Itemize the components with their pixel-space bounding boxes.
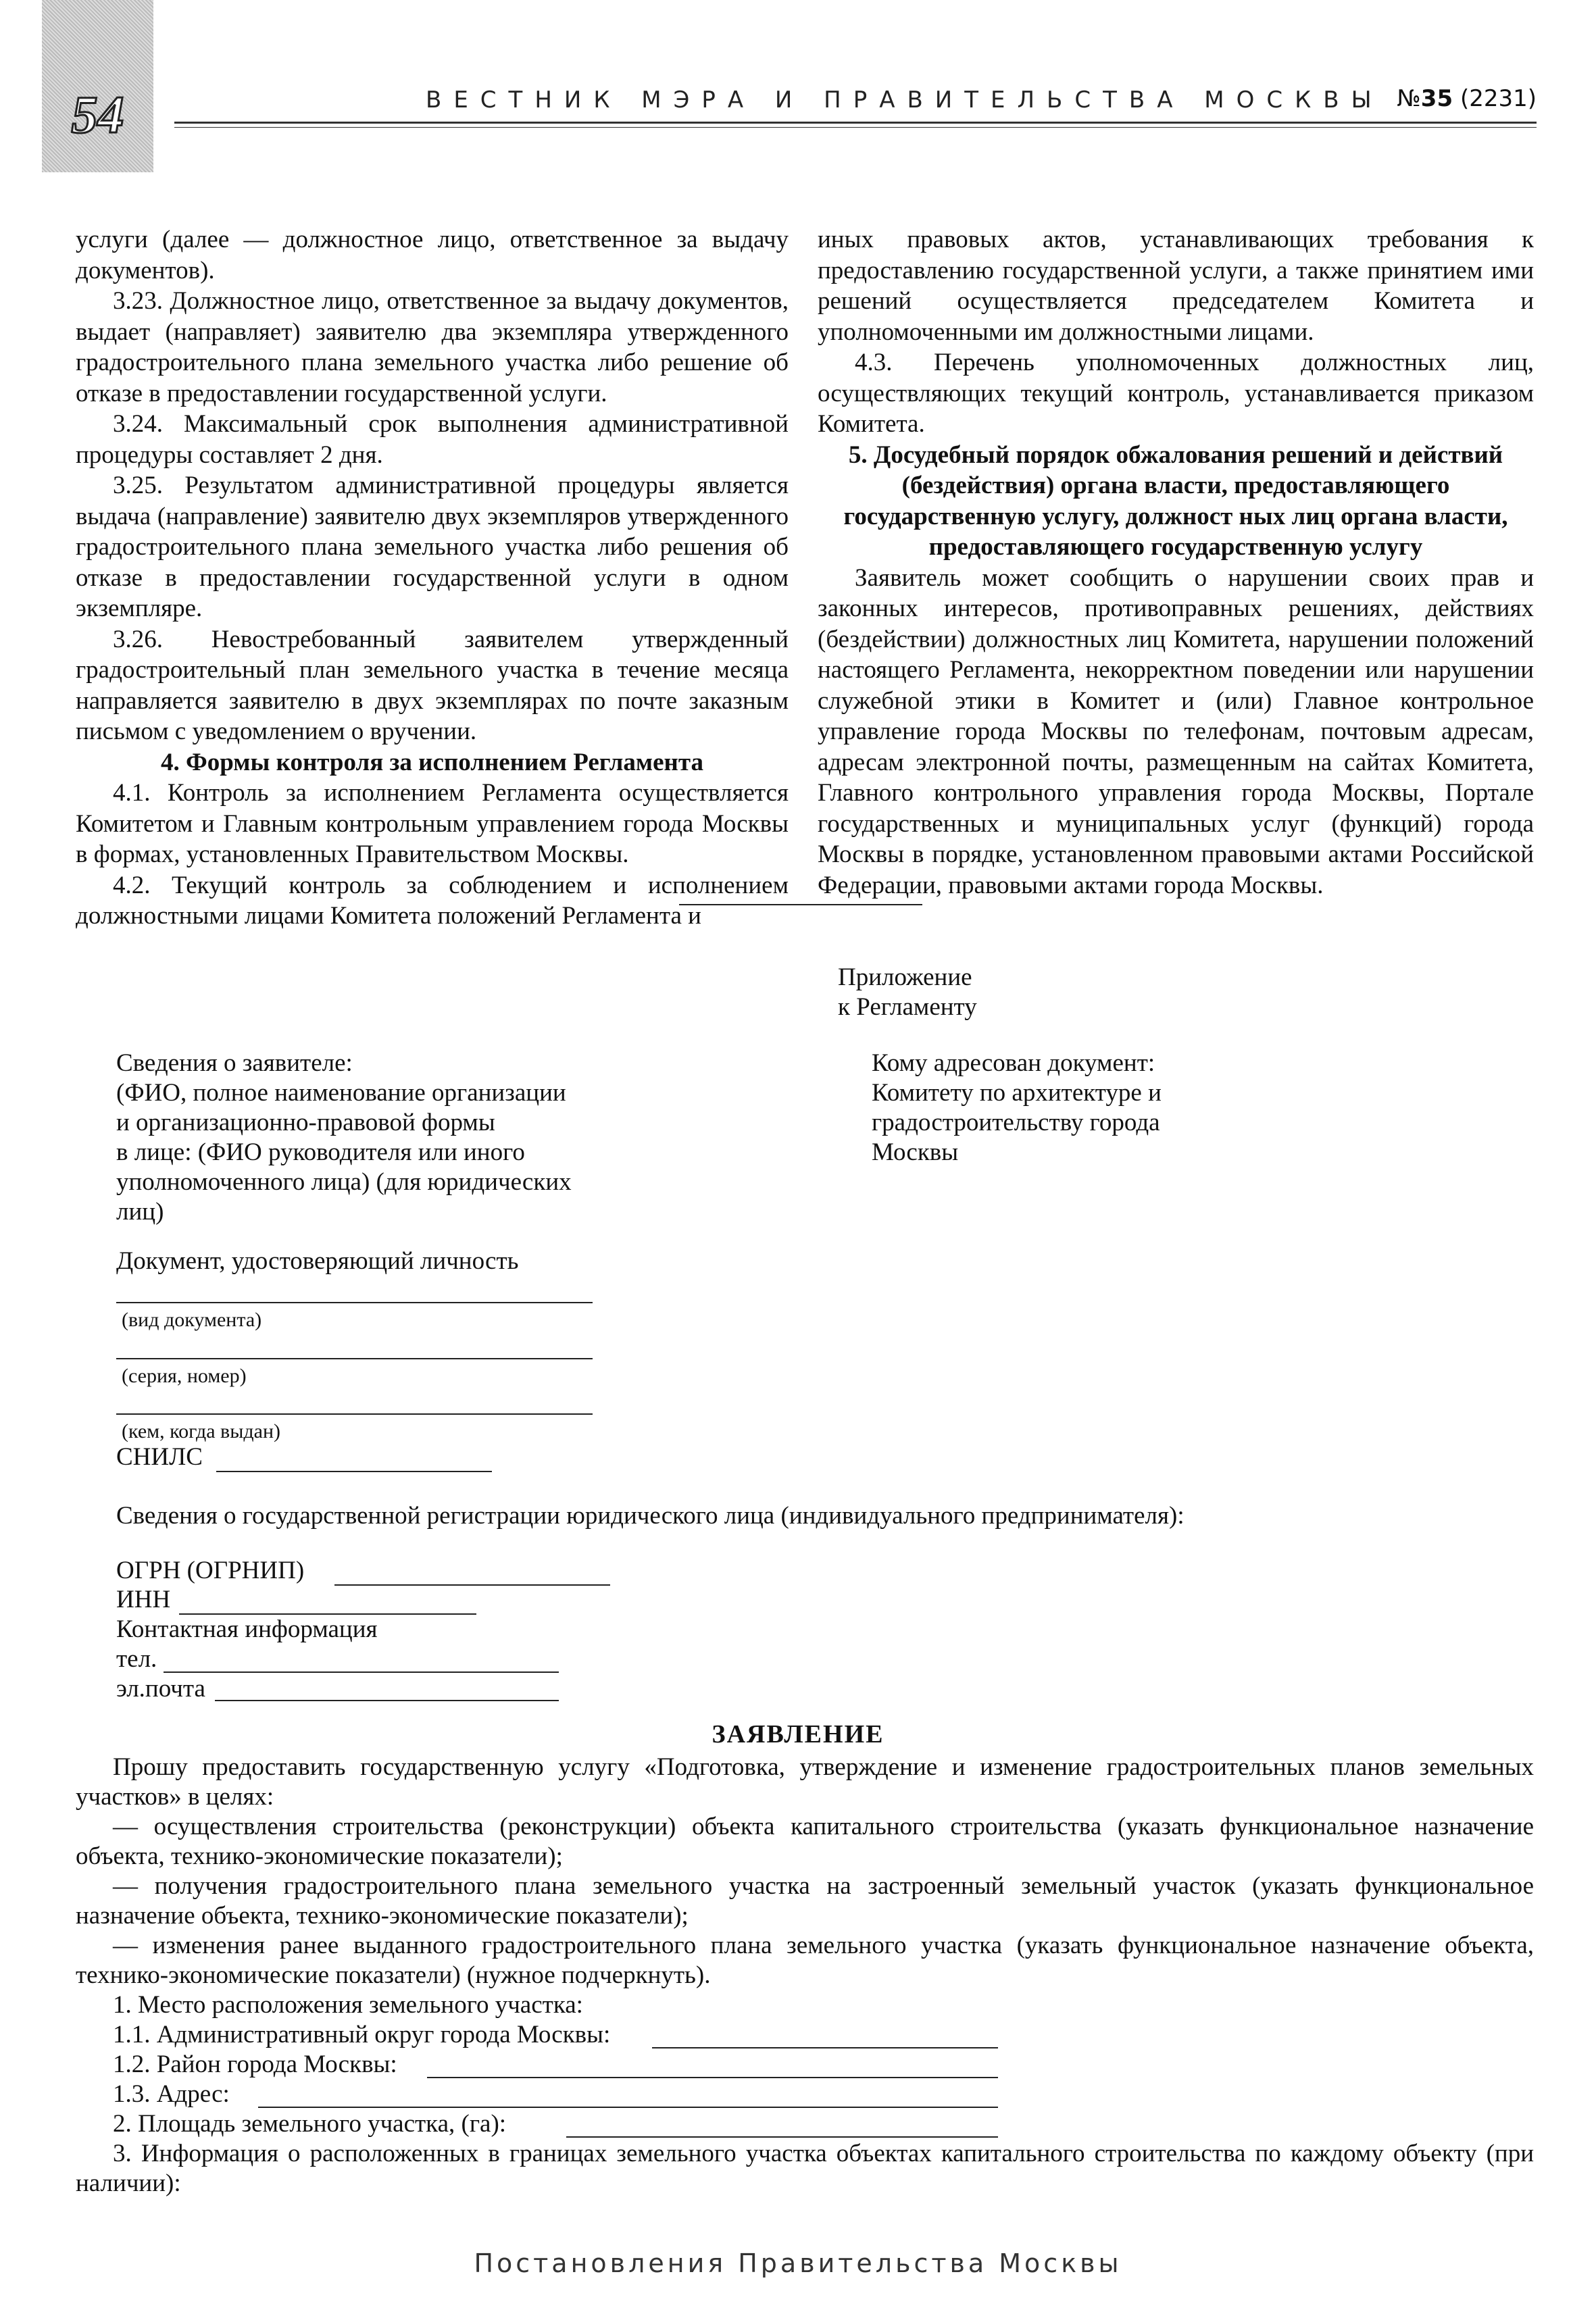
appendix-sublabel: к Регламенту <box>838 993 977 1021</box>
address-label: 1.3. Адрес: <box>113 2080 230 2108</box>
district-line[interactable] <box>652 2047 998 2048</box>
email-line[interactable] <box>215 1700 559 1701</box>
location-label: 1. Место расположения земельного участка: <box>113 1991 583 2019</box>
applicant-line: лиц) <box>116 1198 164 1226</box>
statement-intro: Прошу предоставить государственную услугу «Подготовка, утверждение и изменение градостроительных планов земельных участков» в целях: <box>76 1753 1534 1811</box>
paragraph: иных правовых актов, устанавливающих требования к предоставлению государственной услуги, а также принятием ими решений осуществляется председателем Комитета и уполномоченными им должностными лицами. <box>818 226 1534 346</box>
section-separator <box>679 904 922 905</box>
applicant-line: и организационно-правовой формы <box>116 1109 495 1136</box>
right-column <box>818 224 1534 901</box>
paragraph: 4.2. Текущий контроль за соблюдением и исполнением должностными лицами Комитета положений Регламента и <box>76 871 789 930</box>
purpose-item: — осуществления строительства (реконструкции) объекта капитального строительства (указать функциональное назначение объекта, технико-экономические показатели); <box>76 1813 1534 1870</box>
doc-series-caption: (серия, номер) <box>122 1365 247 1387</box>
purpose-item: — получения градостроительного плана земельного участка на застроенный земельный участок (указать функциональное назначение объекта, технико-экономические показатели); <box>76 1872 1534 1930</box>
applicant-label: Сведения о заявителе: <box>116 1049 353 1077</box>
email-label: эл.почта <box>116 1675 205 1703</box>
page-number-badge <box>42 0 153 172</box>
section-heading: 4. Формы контроля за исполнением Регламента <box>160 748 703 776</box>
statement-title: ЗАЯВЛЕНИЕ <box>712 1720 884 1749</box>
header-rule <box>174 122 1537 124</box>
doc-type-caption: (вид документа) <box>122 1309 262 1331</box>
left-column <box>76 224 789 932</box>
paragraph: 3.26. Невостребованный заявителем утвержденный градостроительный план земельного участка в течение месяца направляется заявителю в двух экземплярах по почте заказным письмом с уведомлением о вручении. <box>76 625 789 745</box>
applicant-line: в лице: (ФИО руководителя или иного <box>116 1138 525 1166</box>
objects-info: 3. Информация о расположенных в границах земельного участка объектах капитального строительства по каждому объекту (при наличии): <box>76 2140 1534 2197</box>
journal-title: ВЕСТНИК МЭРА И ПРАВИТЕЛЬСТВА МОСКВЫ <box>426 86 1384 114</box>
area-label: 1.2. Район города Москвы: <box>113 2051 397 2078</box>
plot-area-label: 2. Площадь земельного участка, (га): <box>113 2110 507 2138</box>
phone-line[interactable] <box>164 1671 559 1673</box>
ogrn-label: ОГРН (ОГРНИП) <box>116 1557 305 1584</box>
doc-issued-caption: (кем, когда выдан) <box>122 1420 281 1442</box>
address-line[interactable] <box>258 2107 998 2108</box>
snils-label: СНИЛС <box>116 1443 203 1471</box>
inn-label: ИНН <box>116 1586 171 1613</box>
contact-label: Контактная информация <box>116 1615 378 1643</box>
paragraph: 4.1. Контроль за исполнением Регламента осуществляется Комитетом и Главным контрольным управлением города Москвы в формах, установленных Правительством Москвы. <box>76 779 789 868</box>
identity-label: Документ, удостоверяющий личность <box>116 1247 519 1275</box>
doc-type-line[interactable] <box>116 1302 593 1303</box>
doc-series-line[interactable] <box>116 1358 593 1359</box>
addressee-label: Кому адресован документ: <box>872 1049 1155 1077</box>
snils-line[interactable] <box>216 1471 492 1472</box>
page-number: 54 <box>71 85 124 144</box>
paragraph: Заявитель может сообщить о нарушении своих прав и законных интересов, противоправных решениях, действиях (бездействии) должностных лиц Комитета, нарушении положений настоящего Регламента, некорректном поведении или нарушении служебной этики в Комитет и (или) Главное контрольное управление города Москвы по телефонам, почтовым адресам, адресам электронной почты, размещенным на сайтах Комитета, Главного контрольного управления города Москвы, Портале государственных и муниципальных услуг (функций) города Москвы в порядке, установленном правовыми актами Российской Федерации, правовыми актами города Москвы. <box>818 563 1534 899</box>
paragraph: 3.23. Должностное лицо, ответственное за выдачу документов, выдает (направляет) заявителю два экземпляра утвержденного градостроительного плана земельного участка либо решение об отказе в предоставлении государственной услуги. <box>76 287 789 407</box>
purpose-item: — изменения ранее выданного градостроительного плана земельного участка (указать функциональное назначение объекта, технико-экономические показатели) (нужное подчеркнуть). <box>76 1932 1534 1989</box>
addressee-line: Комитету по архитектуре и <box>872 1079 1162 1107</box>
registration-label: Сведения о государственной регистрации юридического лица (индивидуального предпринимателя): <box>116 1502 1184 1530</box>
applicant-line: уполномоченного лица) (для юридических <box>116 1168 572 1196</box>
area-line[interactable] <box>427 2077 998 2078</box>
plot-area-line[interactable] <box>566 2136 998 2138</box>
issue-number: №35 (2231) <box>1397 85 1537 112</box>
phone-label: тел. <box>116 1645 157 1673</box>
addressee-line: градостроительству города <box>872 1109 1160 1136</box>
ogrn-line[interactable] <box>334 1584 610 1586</box>
applicant-line: (ФИО, полное наименование организации <box>116 1079 566 1107</box>
district-label: 1.1. Административный округ города Москвы: <box>113 2021 611 2048</box>
header-rule-thin <box>174 127 1537 128</box>
paragraph: 4.3. Перечень уполномоченных должностных лиц, осуществляющих текущий контроль, устанавливается приказом Комитета. <box>818 349 1534 438</box>
addressee-line: Москвы <box>872 1138 959 1166</box>
paragraph: услуги (далее — должностное лицо, ответственное за выдачу документов). <box>76 226 789 284</box>
paragraph: 3.24. Максимальный срок выполнения административной процедуры составляет 2 дня. <box>76 410 789 469</box>
appendix-label: Приложение <box>838 963 972 991</box>
section-heading: 5. Досудебный порядок обжалования решений и действий (бездействия) органа власти, предоставляющего государственную услугу, должност ных лиц органа власти, предоставляющего государственную услугу <box>843 441 1508 561</box>
doc-issued-line[interactable] <box>116 1413 593 1415</box>
footer-title: Постановления Правительства Москвы <box>474 2248 1122 2278</box>
paragraph: 3.25. Результатом административной процедуры является выдача (направление) заявителю двух экземпляров утвержденного градостроительного плана земельного участка либо решения об отказе в предоставлении государственной услуги в одном экземпляре. <box>76 472 789 622</box>
